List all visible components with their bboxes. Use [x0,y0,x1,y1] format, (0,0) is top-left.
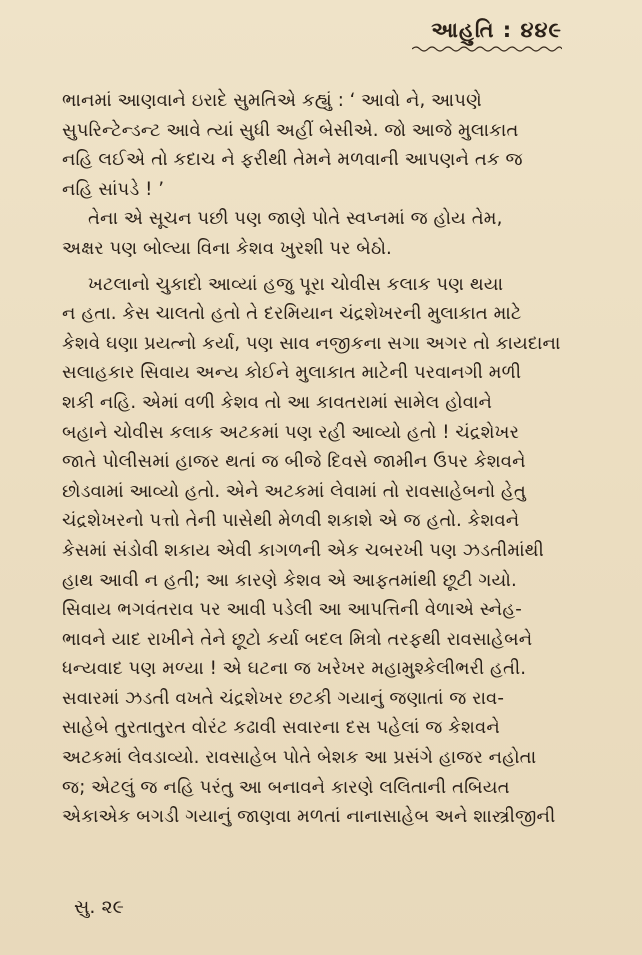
running-header [412,18,562,53]
text-line: છોડવામાં આવ્યો હતો. એને અટકમાં લેવામાં તો રાવસાહેબનો હેતુ [62,480,526,502]
text-line: ન હતા. કેસ ચાલતો હતો તે દરમિયાન ચંદ્રશેખરની મુલાકાત માટે [62,303,522,325]
text-line: બહાને ચોવીસ કલાક અટકમાં પણ રહી આવ્યો હતો ! ચંદ્રશેખર [62,421,519,443]
text-line: હાથ આવી ન હતી; આ કારણે કેશવ એ આફતમાંથી છૂટી ગયો. [62,569,517,591]
text-line: ખટલાનો ચુકાદો આવ્યાં હજુ પૂરા ચોવીસ કલાક પણ થયા [88,273,504,295]
text-line: નહિ સાંપડે ! ’ [62,178,164,200]
text-line: કેશવે ઘણા પ્રયત્નો કર્યા, પણ સાવ નજીકના સગા અગર તો કાયદાના [62,332,561,354]
running-title: આહુતિ : ૪૪૯ [431,18,562,42]
text-line: અટકમાં લેવડાવ્યો. રાવસાહેબ પોતે બેશક આ પ્રસંગે હાજર નહોતા [62,747,537,769]
text-line: સુપરિન્ટેન્ડન્ટ આવે ત્યાં સુધી અહીં બેસીએ. જો આજે મુલાકાત [62,119,519,141]
text-line: ચંદ્રશેખરનો પત્તો તેની પાસેથી મેળવી શકાશે એ જ હતો. કેશવને [62,510,520,532]
text-line: ભાનમાં આણવાને ઇરાદે સુમતિએ કહ્યું : ‘ આવો ને, આપણે [62,90,482,111]
text-line: ભાવને યાદ રાખીને તેને છૂટો કર્યા બદલ મિત્રો તરફથી રાવસાહેબને [62,628,533,650]
text-line: એકાએક બગડી ગયાનું જાણવા મળતાં નાનાસાહેબ અને શાસ્ત્રીજીની [62,806,556,828]
text-line: સલાહકાર સિવાય અન્ય કોઈને મુલાકાત માટેની પરવાનગી મળી [62,362,522,384]
text-line: તેના એ સૂચન પછી પણ જાણે પોતે સ્વપ્નમાં જ હોય તેમ, [88,208,503,230]
text-line: નહિ લઈએ તો કદાચ ને ફરીથી તેમને મળવાની આપણને તક જ [62,149,523,171]
text-line: સાહેબે તુરતાતુરત વોરંટ કઢાવી સવારના દસ પહેલાં જ કેશવને [62,717,500,739]
text-line: જ; એટલું જ નહિ પરંતુ આ બનાવને કારણે લલિતાની તબિયત [62,776,510,798]
body-text [62,86,614,832]
text-line: સિવાય ભગવંતરાવ પર આવી પડેલી આ આપત્તિની વેળાએ સ્નેહ- [62,599,522,621]
paragraph-1 [62,86,614,204]
paragraph-3 [62,270,614,832]
text-line: શકી નહિ. એમાં વળી કેશવ તો આ કાવતરામાં સામેલ હોવાને [62,391,493,413]
text-line: સવારમાં ઝડતી વખતે ચંદ્રશેખર છટકી ગયાનું જણાતાં જ રાવ- [62,687,504,709]
text-line: જાતે પોલીસમાં હાજર થતાં જ બીજે દિવસે જામીન ઉપર કેશવને [62,451,526,473]
paragraph-2 [62,204,614,263]
wavy-underline-ornament [412,45,562,53]
text-line: ધન્યવાદ પણ મળ્યા ! એ ઘટના જ ખરેખર મહામુશ્કેલીભરી હતી. [62,658,526,680]
text-line: અક્ષર પણ બોલ્યા વિના કેશવ ખુરશી પર બેઠો. [62,237,392,259]
text-line: કેસમાં સંડોવી શકાય એવી કાગળની એક ચબરખી પણ ઝડતીમાંથી [62,539,544,561]
signature-mark: સુ. ૨૯ [74,896,124,918]
